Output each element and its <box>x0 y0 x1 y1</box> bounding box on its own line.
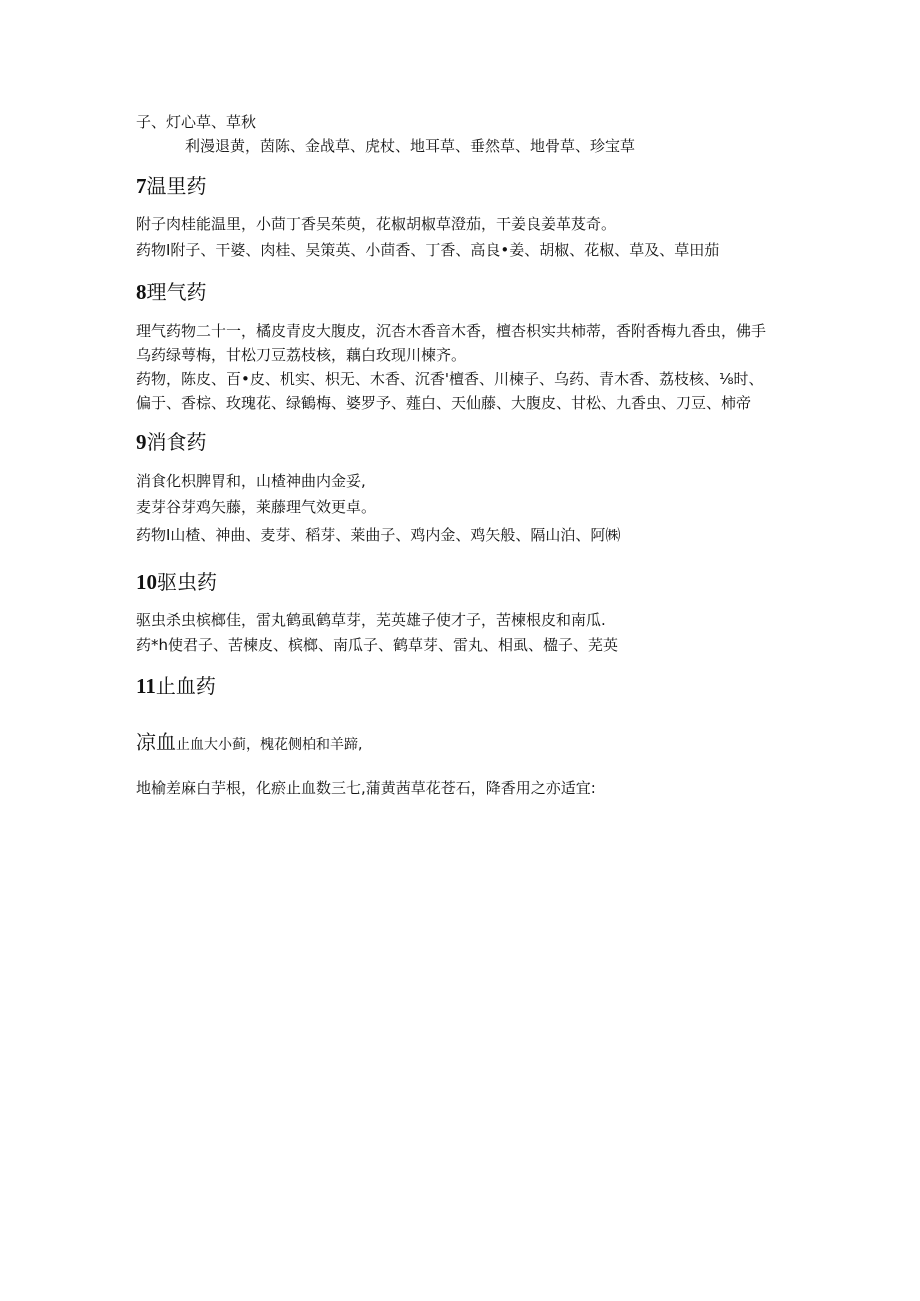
intro-line-2: 利漫退黄，茵陈、金战草、虎杖、地耳草、垂然草、地骨草、珍宝草 <box>185 137 636 155</box>
section-9-line-2: 麦芽谷芽鸡矢藤，莱藤理气效更卓。 <box>136 498 377 516</box>
section-10-line-2: 药*h使君子、苦楝皮、槟榔、南瓜子、鹤草芽、雷丸、相虱、楹子、芜英 <box>136 636 619 654</box>
section-7-line-2: 药物I附子、干婆、肉桂、吴策英、小茴香、丁香、高良•姜、胡椒、花椒、草及、草田茄 <box>136 241 720 259</box>
section-heading-10 <box>136 570 217 594</box>
section-title: 温里药 <box>146 174 207 198</box>
section-title: 理气药 <box>146 280 207 304</box>
section-8-line-2: 乌药绿萼梅，甘松刀豆荔枝核，藕白玫现川楝齐。 <box>136 346 467 364</box>
section-title: 消食药 <box>146 430 207 454</box>
section-8-line-3: 药物，陈皮、百•皮、机实、枳无、木香、沉香'檀香、川楝子、乌药、青木香、荔枝核、⅛时、 <box>136 370 764 388</box>
intro-line-1: 子、灯心草、草秋 <box>136 113 257 131</box>
section-9-line-1: 消食化枳脾胃和，山楂神曲内金妥, <box>136 472 366 490</box>
section-heading-7 <box>136 174 207 198</box>
section-heading-11 <box>136 674 216 698</box>
section-9-line-3: 药物I山楂、神曲、麦芽、稻芽、莱曲子、鸡内金、鸡矢般、隔山泊、阿㈱ <box>136 526 621 544</box>
section-title: 止血药 <box>155 674 216 698</box>
section-10-line-1: 驱虫杀虫槟榔佳，雷丸鹤虱鹤草芽，芜英雄子使才子，苦楝根皮和南瓜. <box>136 611 606 629</box>
section-number: 9 <box>136 430 147 454</box>
section-heading-9 <box>136 430 207 454</box>
section-number: 7 <box>136 174 147 198</box>
section-11-line-1 <box>136 732 362 755</box>
section-number: 11 <box>136 674 156 698</box>
section-number: 10 <box>136 570 157 594</box>
section-8-line-4: 偏于、香棕、玫瑰花、绿鶴梅、婆罗予、薤白、天仙藤、大腹皮、甘松、九香虫、刀豆、柿帝 <box>136 394 752 412</box>
section-7-line-1: 附子肉桂能温里，小茴丁香吴茱萸，花椒胡椒草澄茄，干姜良姜革芨奇。 <box>136 215 617 233</box>
section-title: 驱虫药 <box>157 570 217 594</box>
section-8-line-1: 理气药物二十一，橘皮青皮大腹皮，沉杏木香音木香，檀杏枳实共柿蒂，香附香梅九香虫，佛手 <box>136 322 767 340</box>
section-number: 8 <box>136 280 147 304</box>
section-11-line-2: 地榆差麻白芋根，化瘀止血数三七,蒲黄茜草花苍石，降香用之亦适宜: <box>136 779 596 797</box>
section-11-line-1-rest: 止血大小蓟，槐花侧柏和羊蹄, <box>176 737 363 753</box>
section-11-line-1-lead: 凉血 <box>136 730 176 754</box>
section-heading-8 <box>136 280 207 304</box>
